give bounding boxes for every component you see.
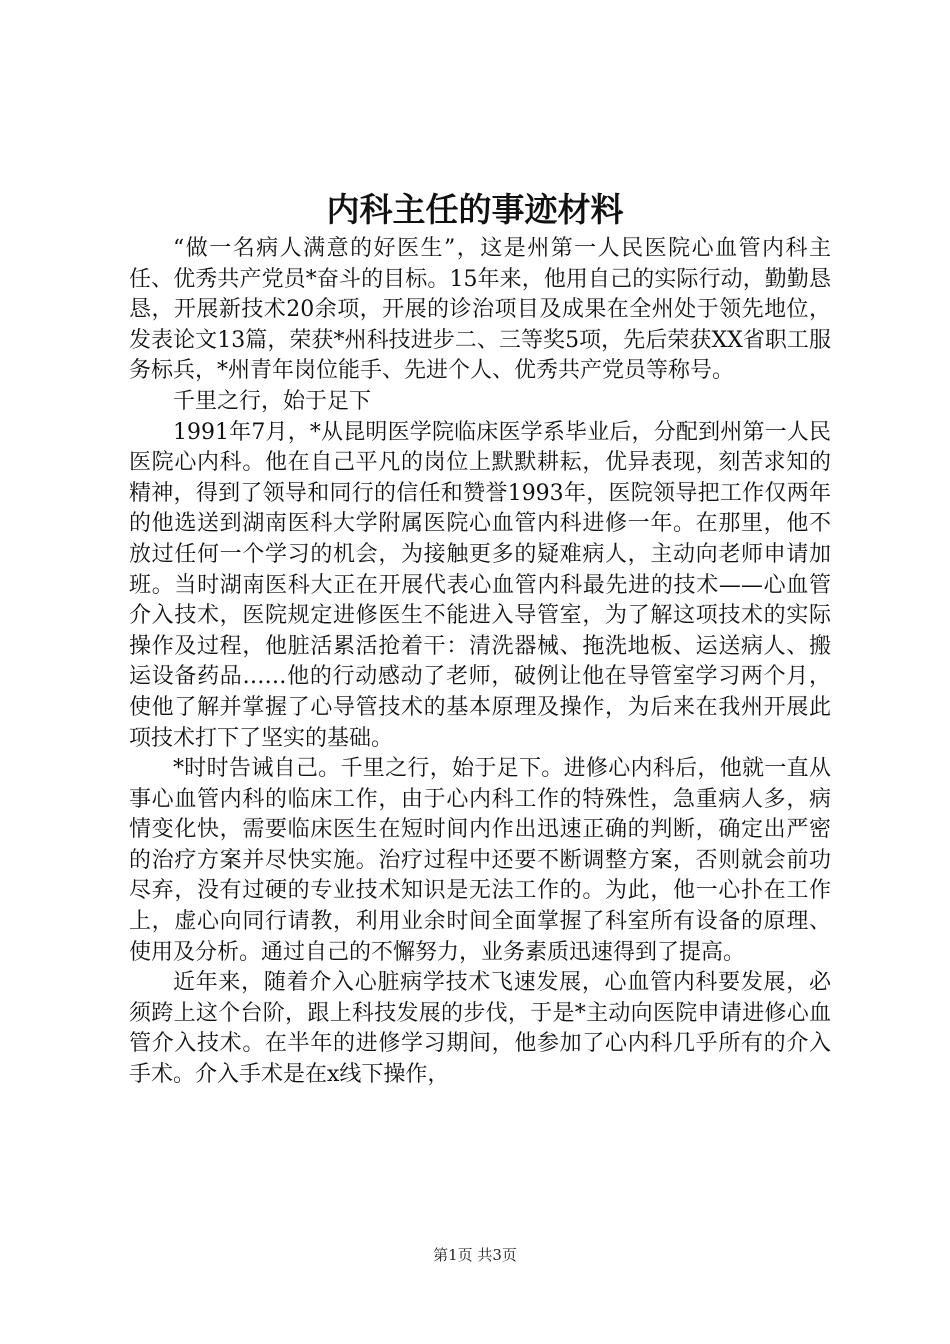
page-footer: 第1页 共3页 (433, 1246, 517, 1264)
paragraph-intro: “做一名病人满意的好医生”，这是州第一人民医院心血管内科主任、优秀共产党员*奋斗的目标。15年来，他用自己的实际行动，勤勤恳恳，开展新技术20余项，开展的诊治项目及成果在全州处于领先地位，发表论文13篇，荣获*州科技进步二、三等奖5项，先后荣获XX省职工服务标兵，*州青年岗位能手、先进个人、优秀共产党员等称号。 (129, 236, 831, 384)
document-title: 内科主任的事迹材料 (326, 190, 624, 229)
section-heading: 千里之行，始于足下 (173, 388, 372, 414)
paragraph-recent-years: 近年来，随着介入心脏病学技术飞速发展，心血管内科要发展，必须跨上这个台阶，跟上科技发展的步伐，于是*主动向医院申请进修心血管介入技术。在半年的进修学习期间，他参加了心内科几乎所有的介入手术。介入手术是在x线下操作， (129, 970, 831, 1088)
document-body (129, 234, 831, 1091)
paragraph-1991: 1991年7月，*从昆明医学院临床医学系毕业后，分配到州第一人民医院心内科。他在自己平凡的岗位上默默耕耘，优异表现，刻苦求知的精神，得到了领导和同行的信任和赞誉1993年，医院领导把工作仅两年的他选送到湖南医科大学附属医院心血管内科进修一年。在那里，他不放过任何一个学习的机会，为接触更多的疑难病人，主动向老师申请加班。当时湖南医科大正在开展代表心血管内科最先进的技术——心血管介入技术，医院规定进修医生不能进入导管室，为了解这项技术的实际操作及过程，他脏活累活抢着干：清洗器械、拖洗地板、运送病人、搬运设备药品……他的行动感动了老师，破例让他在导管室学习两个月，使他了解并掌握了心导管技术的基本原理及操作，为后来在我州开展此项技术打下了坚实的基础。 (129, 419, 831, 751)
paragraph-self-reminder: *时时告诫自己。千里之行，始于足下。进修心内科后，他就一直从事心血管内科的临床工作，由于心内科工作的特殊性，急重病人多，病情变化快，需要临床医生在短时间内作出迅速正确的判断，确定出严密的治疗方案并尽快实施。治疗过程中还要不断调整方案，否则就会前功尽弃，没有过硬的专业技术知识是无法工作的。为此，他一心扑在工作上，虚心向同行请教，利用业余时间全面掌握了科室所有设备的原理、使用及分析。通过自己的不懈努力，业务素质迅速得到了提高。 (129, 756, 831, 965)
